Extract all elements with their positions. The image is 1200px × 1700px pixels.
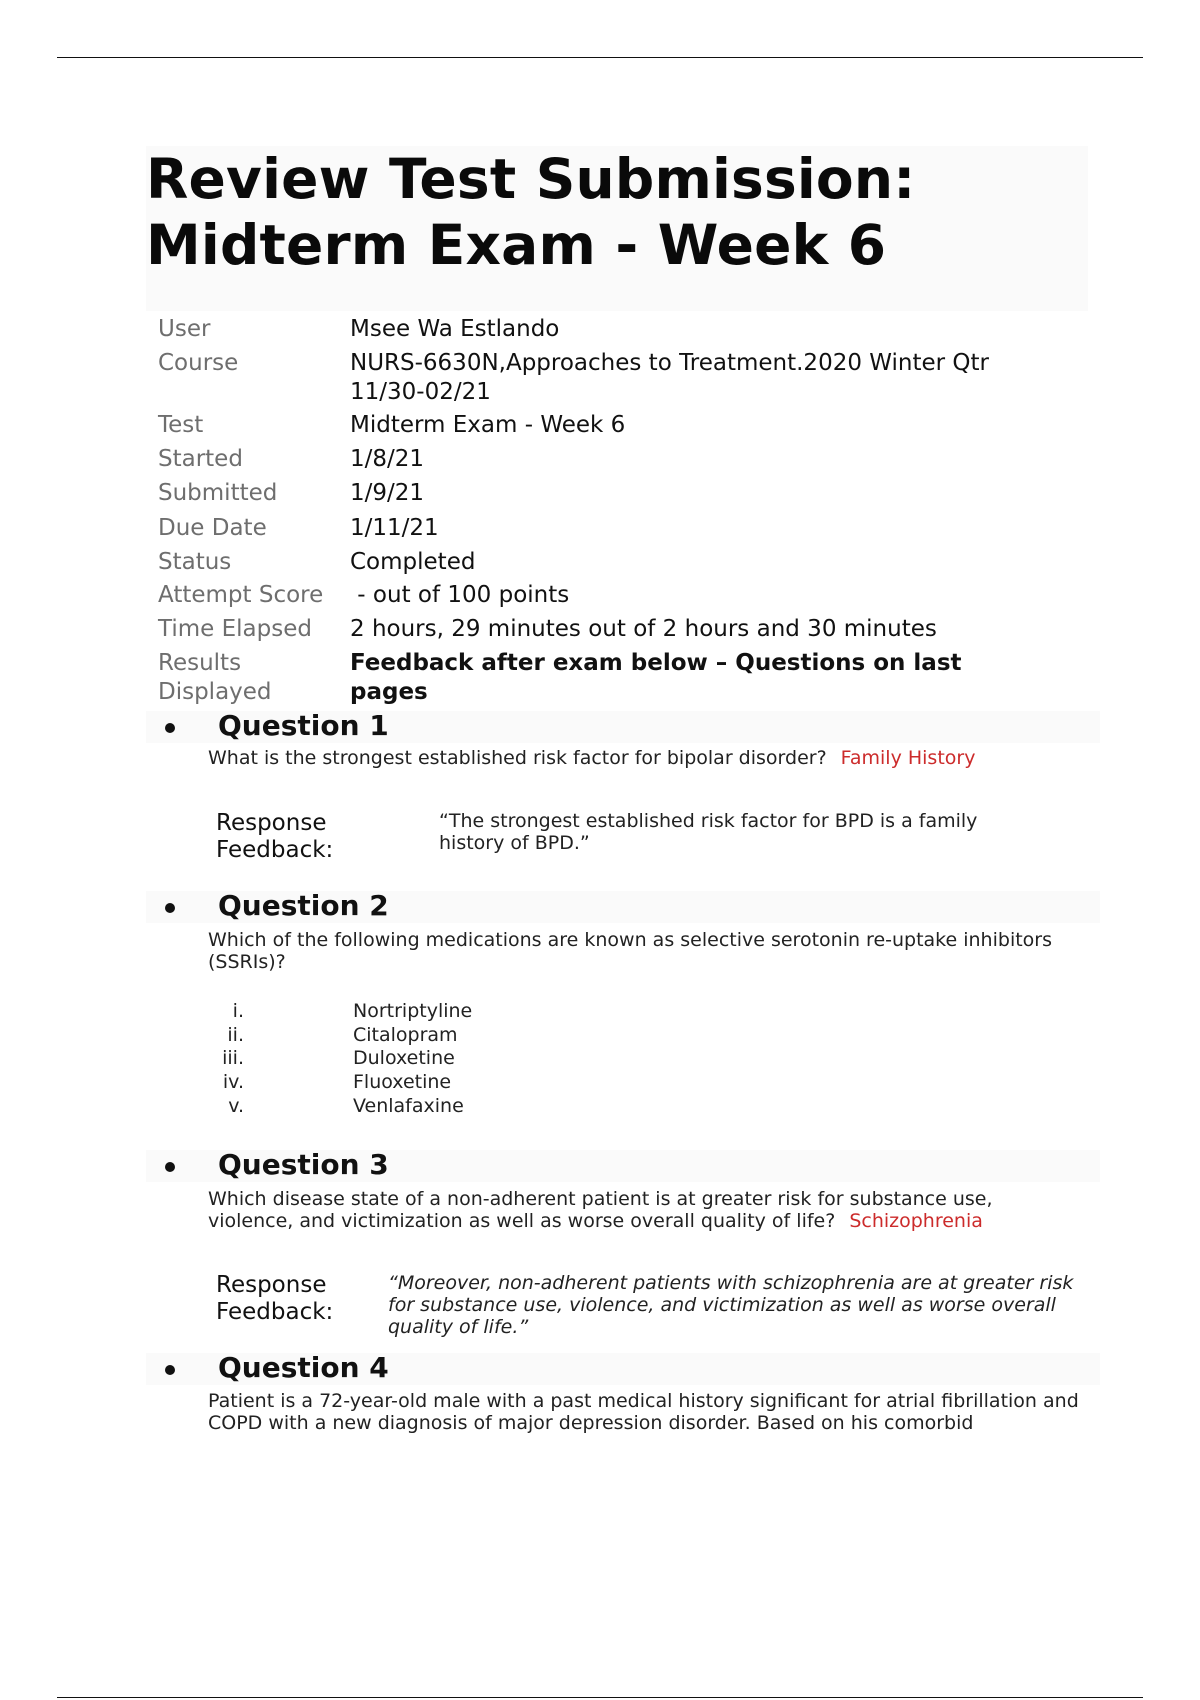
question-4-header [146,1353,1100,1385]
meta-value: 1/11/21 [350,515,439,541]
meta-value: NURS-6630N,Approaches to Treatment.2020 Winter Qtr 11/30-02/21 [350,350,989,405]
question-text: What is the strongest established risk factor for bipolar disorder? [208,747,827,769]
bullet-icon [165,723,175,733]
question-title: Question 2 [218,889,389,922]
top-rule [57,57,1143,58]
meta-label: Test [158,412,204,438]
meta-label: Status [158,549,232,575]
bottom-rule [57,1697,1143,1698]
page-title-line-2: Midterm Exam - Week 6 [146,213,887,277]
page-title [146,146,915,278]
response-feedback-text: “Moreover, non-adherent patients with schizophrenia are at greater risk for substance use, violence, and victimization as well as worse overall quality of life.” [388,1272,1074,1338]
option-item [200,1094,600,1118]
meta-label: User [158,316,211,342]
option-label: Duloxetine [353,1047,455,1069]
page-title-line-1: Review Test Submission: [146,147,916,211]
meta-label: Submitted [158,480,278,506]
option-item [200,1070,600,1094]
question-2-text [208,929,1113,973]
question-3-text [208,1188,1063,1232]
meta-value: Feedback after exam below – Questions on last pages [350,650,962,705]
option-number: ii. [227,1024,244,1046]
option-number: i. [232,1000,244,1022]
meta-value: 2 hours, 29 minutes out of 2 hours and 30 minutes [350,616,937,642]
question-4-text [208,1390,1098,1434]
question-title: Question 3 [218,1148,389,1181]
question-title: Question 1 [218,709,389,742]
option-item [200,1046,600,1070]
meta-label: Results Displayed [158,650,272,705]
meta-value: Msee Wa Estlando [350,316,560,342]
meta-label: Due Date [158,515,267,541]
question-2-header [146,891,1100,923]
question-title: Question 4 [218,1351,389,1384]
response-feedback-text: “The strongest established risk factor for BPD is a family history of BPD.” [439,810,978,854]
response-feedback-label: Response Feedback: [216,810,334,863]
bullet-icon [165,1162,175,1172]
question-text: Patient is a 72-year-old male with a past medical history significant for atrial fibrillation and COPD with a new diagnosis of major depression disorder. Based on his comorbid [208,1390,1079,1434]
option-number: v. [228,1095,244,1117]
meta-value: - out of 100 points [350,582,570,608]
response-feedback-label: Response Feedback: [216,1272,334,1325]
answer-text: Family History [840,747,976,769]
meta-label: Course [158,350,239,376]
question-3-header [146,1150,1100,1182]
bullet-icon [165,1365,175,1375]
meta-value: 1/9/21 [350,480,425,506]
option-label: Fluoxetine [353,1071,452,1093]
option-item [200,999,600,1023]
option-number: iii. [222,1047,244,1069]
meta-value: Completed [350,549,476,575]
question-text: Which disease state of a non-adherent patient is at greater risk for substance use, violence, and victimization as well as worse overall quality of life? [208,1188,993,1232]
option-item [200,1023,600,1047]
meta-label: Attempt Score [158,582,324,608]
bullet-icon [165,903,175,913]
meta-label: Started [158,446,243,472]
option-label: Venlafaxine [353,1095,464,1117]
option-label: Nortriptyline [353,1000,473,1022]
meta-value: 1/8/21 [350,446,425,472]
question-1-header [146,711,1100,743]
question-1-text [208,747,1108,769]
meta-label: Time Elapsed [158,616,312,642]
question-text: Which of the following medications are known as selective serotonin re-uptake inhibitors (SSRIs)? [208,929,1053,973]
page-title-block [146,146,1088,311]
meta-value: Midterm Exam - Week 6 [350,412,626,438]
option-label: Citalopram [353,1024,458,1046]
option-number: iv. [222,1071,244,1093]
answer-text: Schizophrenia [849,1210,983,1232]
